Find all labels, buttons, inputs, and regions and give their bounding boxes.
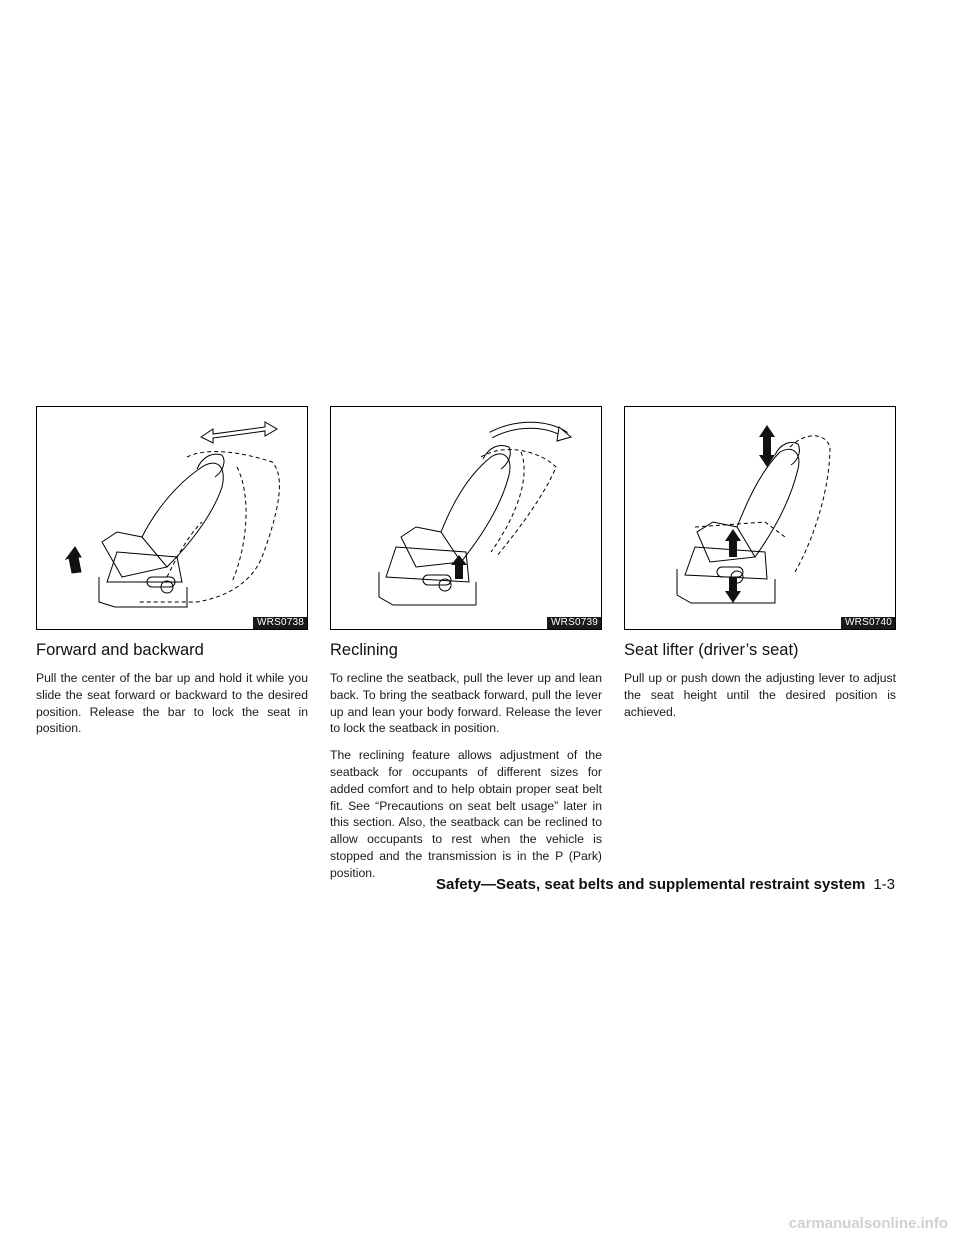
paragraph: The reclining feature allows adjustment of the seatback for occupants of different sizes for added comfort and to help obtain proper seat belt fit. See “Precautions on seat belt usage” later in this section. Also, the seatback can be reclined to allow occupants to rest when the vehicle is stopped and the transmission is in the P (Park) position. [330,748,602,880]
paragraph: Pull up or push down the adjusting lever to adjust the seat height until the desired position is achieved. [624,671,896,719]
section-heading: Seat lifter (driver’s seat) [624,641,799,659]
figure-code: WRS0739 [547,617,601,629]
watermark: carmanualsonline.info [788,1215,948,1232]
paragraph: Pull the center of the bar up and hold it while you slide the seat forward or backward to the desired position. Release the bar to lock the seat in position. [36,671,308,736]
seat-slide-figure [36,406,308,630]
page-footer [436,876,895,893]
seat-recline-figure [330,406,602,630]
section-reclining [330,406,602,882]
section-seat-lifter [624,406,896,720]
seat-lifter-illustration [625,407,895,629]
footer-section-title: Safety—Seats, seat belts and supplemental restraint system [435,876,866,893]
seat-slide-illustration [37,407,307,629]
seat-lifter-figure [624,406,896,630]
page-number: 1-3 [873,876,895,893]
section-heading: Reclining [330,641,398,659]
section-heading: Forward and backward [36,641,204,659]
figure-code: WRS0740 [841,617,895,629]
section-forward-backward [36,406,308,737]
figure-code: WRS0738 [253,617,307,629]
paragraph: To recline the seatback, pull the lever up and lean back. To bring the seatback forward, pull the lever up and lean your body forward. Release the lever to lock the seatback in position. [330,671,602,736]
seat-recline-illustration [331,407,601,629]
